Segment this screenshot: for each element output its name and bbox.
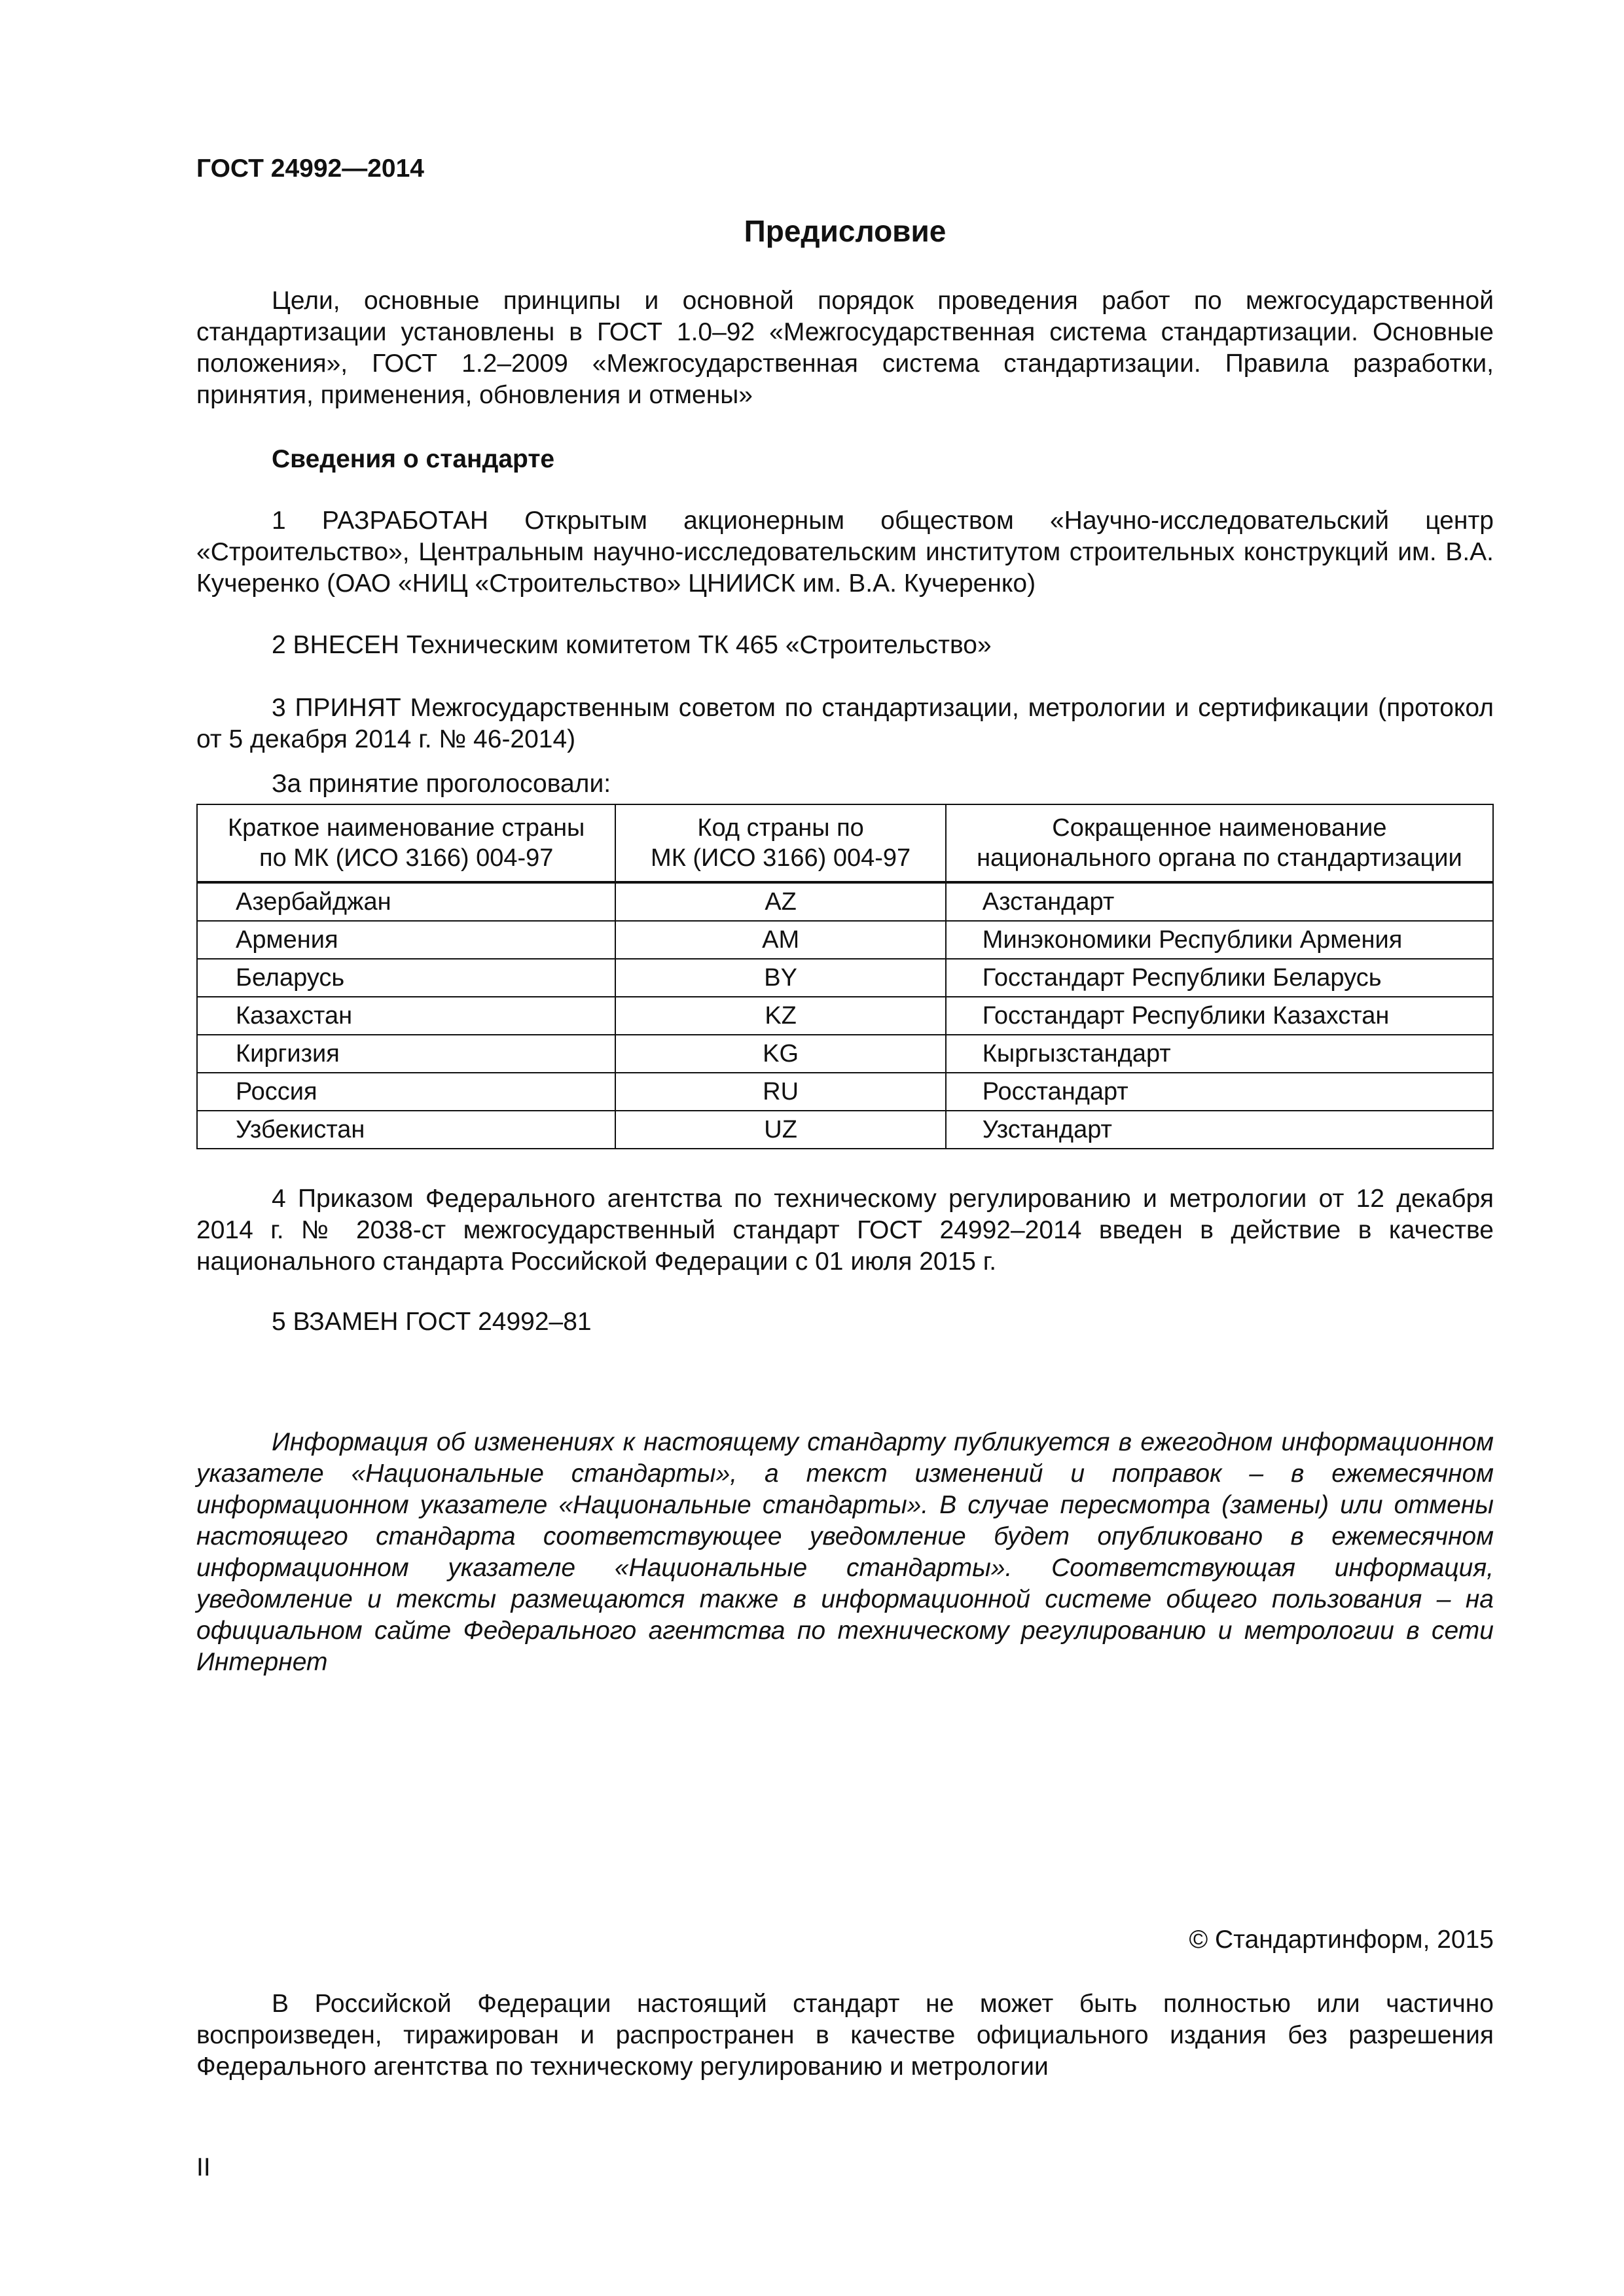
intro-paragraph: Цели, основные принципы и основной порядок проведения работ по межгосударственной стандартизации установлены в ГОСТ 1.0–92 «Межгосударственная система стандартизации. Основные положения», ГОСТ 1.2–2009 «Межгосударственная система стандартизации. Правила разработки, принятия, применения, обновления и отмены» <box>196 287 1494 409</box>
copyright-notice: © Стандартинформ, 2015 <box>1189 1926 1494 1954</box>
country-cell: Киргизия <box>197 1035 615 1073</box>
table-row <box>197 1073 1493 1111</box>
table-row <box>197 997 1493 1035</box>
body-cell: Узстандарт <box>946 1111 1493 1149</box>
table-row <box>197 1111 1493 1149</box>
code-cell: AM <box>615 921 945 959</box>
table-header-code: Код страны по МК (ИСО 3166) 004-97 <box>615 804 945 882</box>
section-heading: Сведения о стандарте <box>272 445 555 473</box>
country-cell: Беларусь <box>197 959 615 997</box>
code-cell: AZ <box>615 882 945 921</box>
code-cell: RU <box>615 1073 945 1111</box>
table-header-country: Краткое наименование страны по МК (ИСО 3166) 004-97 <box>197 804 615 882</box>
body-cell: Росстандарт <box>946 1073 1493 1111</box>
code-cell: BY <box>615 959 945 997</box>
country-cell: Армения <box>197 921 615 959</box>
item-submitted-by: 2 ВНЕСЕН Техническим комитетом ТК 465 «Строительство» <box>272 631 992 659</box>
rights-note: В Российской Федерации настоящий стандарт не может быть полностью или частично воспроизведен, тиражирован и распространен в качестве официального издания без разрешения Федерального агентства по техническому регулированию и метрологии <box>196 1990 1494 2081</box>
table-header-body: Сокращенное наименование национального органа по стандартизации <box>946 804 1493 882</box>
code-cell: KZ <box>615 997 945 1035</box>
country-cell: Казахстан <box>197 997 615 1035</box>
country-cell: Узбекистан <box>197 1111 615 1149</box>
item-developed-by: 1 РАЗРАБОТАН Открытым акционерным обществом «Научно-исследовательский центр «Строительство», Центральным научно-исследовательским институтом строительных конструкций им. В.А. Кучеренко (ОАО «НИЦ «Строительство» ЦНИИСК им. В.А. Кучеренко) <box>196 507 1494 598</box>
table-row <box>197 882 1493 921</box>
document-code-header: ГОСТ 24992—2014 <box>196 154 424 183</box>
voting-countries-table <box>196 804 1494 1149</box>
info-note: Информация об изменениях к настоящему стандарту публикуется в ежегодном информационном указателе «Национальные стандарты», а текст изменений и поправок – в ежемесячном информационном указателе «Национальные стандарты». В случае пересмотра (замены) или отмены настоящего стандарта соответствующее уведомление будет опубликовано в ежемесячном информационном указателе «Национальные стандарты». Соответствующая информация, уведомление и тексты размещаются также в информационной системе общего пользования – на официальном сайте Федерального агентства по техническому регулированию и метрологии в сети Интернет <box>196 1428 1494 1676</box>
body-cell: Госстандарт Республики Беларусь <box>946 959 1493 997</box>
code-cell: UZ <box>615 1111 945 1149</box>
code-cell: KG <box>615 1035 945 1073</box>
country-cell: Россия <box>197 1073 615 1111</box>
body-cell: Минэкономики Республики Армения <box>946 921 1493 959</box>
table-row <box>197 1035 1493 1073</box>
table-row <box>197 959 1493 997</box>
table-row <box>197 921 1493 959</box>
item-replaces: 5 ВЗАМЕН ГОСТ 24992–81 <box>272 1308 592 1336</box>
item-enacted-by: 4 Приказом Федерального агентства по техническому регулированию и метрологии от 12 декабря 2014 г. № 2038-ст межгосударственный стандарт ГОСТ 24992–2014 введен в действие в качестве национального стандарта Российской Федерации с 01 июля 2015 г. <box>196 1185 1494 1276</box>
page-number: II <box>196 2153 211 2181</box>
item-adopted-by: 3 ПРИНЯТ Межгосударственным советом по стандартизации, метрологии и сертификации (протокол от 5 декабря 2014 г. № 46-2014) <box>196 694 1494 753</box>
body-cell: Азстандарт <box>946 882 1493 921</box>
vote-caption: За принятие проголосовали: <box>272 770 611 798</box>
table-header-row <box>197 804 1493 882</box>
body-cell: Кыргызстандарт <box>946 1035 1493 1073</box>
country-cell: Азербайджан <box>197 882 615 921</box>
page-title: Предисловие <box>744 214 947 248</box>
body-cell: Госстандарт Республики Казахстан <box>946 997 1493 1035</box>
